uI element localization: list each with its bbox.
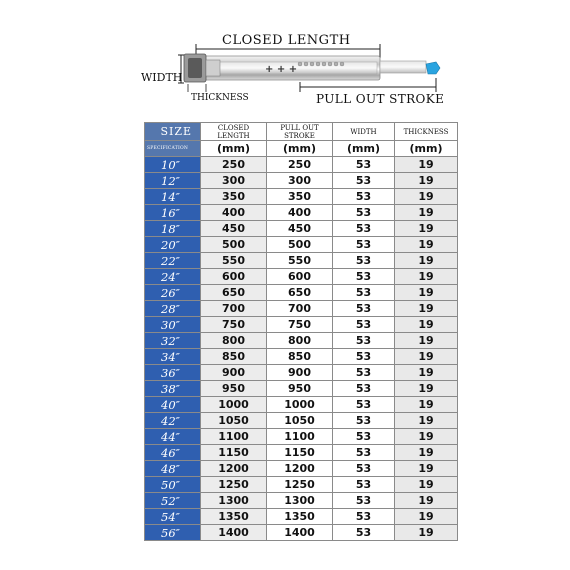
- width-cell: 53: [333, 525, 395, 541]
- thickness-cell: 19: [395, 301, 458, 317]
- closed-length-label: CLOSED LENGTH: [222, 33, 351, 48]
- closed-length-cell: 550: [201, 253, 267, 269]
- size-cell: 20″: [145, 237, 201, 253]
- closed-length-cell: 1350: [201, 509, 267, 525]
- closed-length-cell: 950: [201, 381, 267, 397]
- width-label: WIDTH: [141, 71, 183, 84]
- size-cell: 34″: [145, 349, 201, 365]
- width-cell: 53: [333, 285, 395, 301]
- thickness-cell: 19: [395, 189, 458, 205]
- size-cell: 52″: [145, 493, 201, 509]
- pull-out-stroke-cell: 250: [267, 157, 333, 173]
- size-cell: 12″: [145, 173, 201, 189]
- table-row: [145, 509, 458, 525]
- pull-out-stroke-header: PULL OUT STROKE: [267, 123, 333, 141]
- thickness-cell: 19: [395, 253, 458, 269]
- thickness-cell: 19: [395, 413, 458, 429]
- closed-length-cell: 1250: [201, 477, 267, 493]
- width-cell: 53: [333, 317, 395, 333]
- specification-header: SPECIFICATION: [145, 141, 201, 157]
- unit-width: (mm): [333, 141, 395, 157]
- size-cell: 18″: [145, 221, 201, 237]
- thickness-cell: 19: [395, 365, 458, 381]
- table-row: [145, 461, 458, 477]
- pull-out-stroke-cell: 1250: [267, 477, 333, 493]
- width-cell: 53: [333, 381, 395, 397]
- pull-out-stroke-cell: 450: [267, 221, 333, 237]
- size-cell: 40″: [145, 397, 201, 413]
- pull-out-stroke-cell: 600: [267, 269, 333, 285]
- thickness-cell: 19: [395, 317, 458, 333]
- closed-length-cell: 1050: [201, 413, 267, 429]
- size-cell: 54″: [145, 509, 201, 525]
- table-row: [145, 317, 458, 333]
- table-row: [145, 397, 458, 413]
- size-cell: 56″: [145, 525, 201, 541]
- unit-closed: (mm): [201, 141, 267, 157]
- table-header-row: [145, 123, 458, 141]
- extended-rail: [380, 61, 426, 73]
- width-cell: 53: [333, 477, 395, 493]
- table-unit-row: [145, 141, 458, 157]
- table-row: [145, 413, 458, 429]
- release-lever: [426, 62, 440, 74]
- width-cell: 53: [333, 157, 395, 173]
- thickness-cell: 19: [395, 205, 458, 221]
- table-row: [145, 285, 458, 301]
- table-row: [145, 477, 458, 493]
- size-cell: 32″: [145, 333, 201, 349]
- unit-stroke: (mm): [267, 141, 333, 157]
- pull-out-stroke-cell: 1400: [267, 525, 333, 541]
- closed-length-cell: 400: [201, 205, 267, 221]
- table-row: [145, 221, 458, 237]
- width-cell: 53: [333, 301, 395, 317]
- table-body: [145, 157, 458, 541]
- thickness-cell: 19: [395, 477, 458, 493]
- thickness-label: THICKNESS: [191, 93, 249, 103]
- pull-out-stroke-cell: 900: [267, 365, 333, 381]
- pull-out-stroke-cell: 550: [267, 253, 333, 269]
- width-cell: 53: [333, 205, 395, 221]
- width-cell: 53: [333, 221, 395, 237]
- unit-thickness: (mm): [395, 141, 458, 157]
- pull-out-stroke-cell: 1200: [267, 461, 333, 477]
- closed-length-header: CLOSED LENGTH: [201, 123, 267, 141]
- table-row: [145, 253, 458, 269]
- closed-length-cell: 1000: [201, 397, 267, 413]
- closed-length-cell: 1150: [201, 445, 267, 461]
- size-cell: 36″: [145, 365, 201, 381]
- table-row: [145, 301, 458, 317]
- pull-out-stroke-cell: 750: [267, 317, 333, 333]
- thickness-header: THICKNESS: [395, 123, 458, 141]
- thickness-cell: 19: [395, 493, 458, 509]
- thickness-cell: 19: [395, 397, 458, 413]
- thickness-cell: 19: [395, 237, 458, 253]
- size-cell: 14″: [145, 189, 201, 205]
- svg-text:+ + +: + + +: [265, 64, 298, 75]
- size-header: SIZE: [145, 123, 201, 141]
- table-row: [145, 445, 458, 461]
- size-cell: 10″: [145, 157, 201, 173]
- width-cell: 53: [333, 253, 395, 269]
- size-cell: 48″: [145, 461, 201, 477]
- table-row: [145, 189, 458, 205]
- closed-length-cell: 1300: [201, 493, 267, 509]
- closed-length-cell: 900: [201, 365, 267, 381]
- thickness-cell: 19: [395, 525, 458, 541]
- thickness-cell: 19: [395, 429, 458, 445]
- width-header: WIDTH: [333, 123, 395, 141]
- specification-table: [144, 122, 458, 541]
- table-row: [145, 333, 458, 349]
- thickness-cell: 19: [395, 269, 458, 285]
- width-cell: 53: [333, 509, 395, 525]
- thickness-cell: 19: [395, 349, 458, 365]
- closed-length-cell: 1100: [201, 429, 267, 445]
- size-cell: 42″: [145, 413, 201, 429]
- table-row: [145, 365, 458, 381]
- table-row: [145, 493, 458, 509]
- size-cell: 38″: [145, 381, 201, 397]
- thickness-cell: 19: [395, 173, 458, 189]
- size-cell: 44″: [145, 429, 201, 445]
- pull-out-stroke-cell: 650: [267, 285, 333, 301]
- drawer-slide-illustration: [0, 0, 570, 112]
- thickness-cell: 19: [395, 333, 458, 349]
- size-cell: 22″: [145, 253, 201, 269]
- size-cell: 16″: [145, 205, 201, 221]
- closed-length-cell: 500: [201, 237, 267, 253]
- table-row: [145, 429, 458, 445]
- width-cell: 53: [333, 461, 395, 477]
- width-cell: 53: [333, 413, 395, 429]
- pull-out-stroke-cell: 500: [267, 237, 333, 253]
- size-cell: 50″: [145, 477, 201, 493]
- closed-length-cell: 350: [201, 189, 267, 205]
- pull-out-stroke-cell: 350: [267, 189, 333, 205]
- closed-length-cell: 750: [201, 317, 267, 333]
- width-cell: 53: [333, 445, 395, 461]
- pull-out-stroke-cell: 1000: [267, 397, 333, 413]
- closed-length-cell: 300: [201, 173, 267, 189]
- width-cell: 53: [333, 269, 395, 285]
- width-cell: 53: [333, 429, 395, 445]
- closed-length-cell: 850: [201, 349, 267, 365]
- size-cell: 24″: [145, 269, 201, 285]
- closed-length-cell: 800: [201, 333, 267, 349]
- slide-diagram: [0, 0, 570, 112]
- pull-out-stroke-label: PULL OUT STROKE: [316, 92, 445, 106]
- closed-length-cell: 450: [201, 221, 267, 237]
- width-cell: 53: [333, 493, 395, 509]
- closed-length-cell: 1200: [201, 461, 267, 477]
- thickness-cell: 19: [395, 445, 458, 461]
- width-cell: 53: [333, 189, 395, 205]
- table-row: [145, 349, 458, 365]
- pull-out-stroke-cell: 1150: [267, 445, 333, 461]
- closed-length-cell: 600: [201, 269, 267, 285]
- pull-out-stroke-cell: 1100: [267, 429, 333, 445]
- closed-length-cell: 700: [201, 301, 267, 317]
- pull-out-stroke-cell: 400: [267, 205, 333, 221]
- thickness-cell: 19: [395, 509, 458, 525]
- pull-out-stroke-cell: 1300: [267, 493, 333, 509]
- thickness-cell: 19: [395, 221, 458, 237]
- width-cell: 53: [333, 333, 395, 349]
- thickness-cell: 19: [395, 381, 458, 397]
- pull-out-stroke-cell: 700: [267, 301, 333, 317]
- size-cell: 46″: [145, 445, 201, 461]
- table-row: [145, 269, 458, 285]
- width-cell: 53: [333, 349, 395, 365]
- closed-length-cell: 250: [201, 157, 267, 173]
- table-row: [145, 381, 458, 397]
- table-row: [145, 525, 458, 541]
- closed-length-cell: 650: [201, 285, 267, 301]
- table-row: [145, 205, 458, 221]
- pull-out-stroke-cell: 800: [267, 333, 333, 349]
- pull-out-stroke-cell: 950: [267, 381, 333, 397]
- width-cell: 53: [333, 237, 395, 253]
- width-cell: 53: [333, 397, 395, 413]
- pull-out-stroke-cell: 1050: [267, 413, 333, 429]
- size-cell: 26″: [145, 285, 201, 301]
- pull-out-stroke-cell: 850: [267, 349, 333, 365]
- pull-out-stroke-cell: 1350: [267, 509, 333, 525]
- size-cell: 28″: [145, 301, 201, 317]
- thickness-cell: 19: [395, 461, 458, 477]
- thickness-cell: 19: [395, 157, 458, 173]
- closed-length-cell: 1400: [201, 525, 267, 541]
- table-row: [145, 173, 458, 189]
- thickness-cell: 19: [395, 285, 458, 301]
- width-cell: 53: [333, 365, 395, 381]
- size-cell: 30″: [145, 317, 201, 333]
- table-row: [145, 237, 458, 253]
- pull-out-stroke-cell: 300: [267, 173, 333, 189]
- table-row: [145, 157, 458, 173]
- width-cell: 53: [333, 173, 395, 189]
